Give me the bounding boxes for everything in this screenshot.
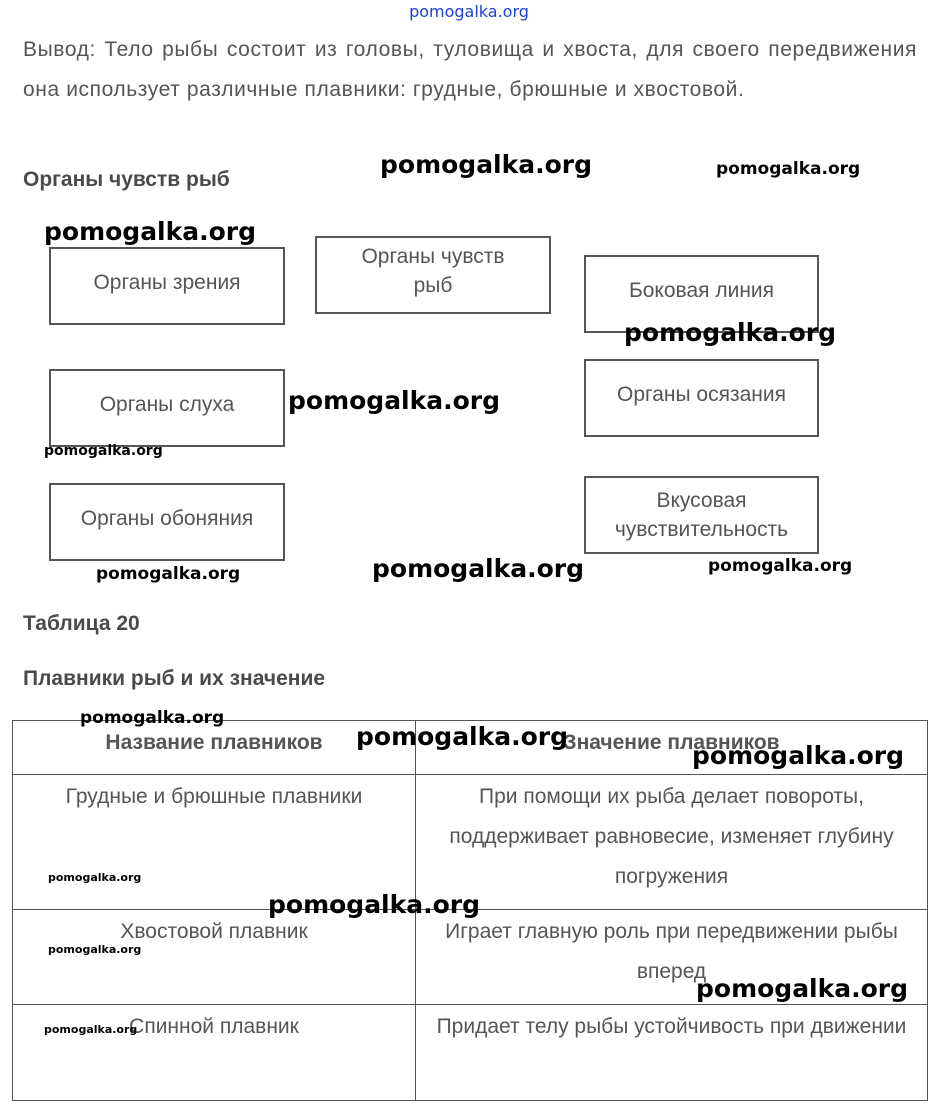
watermark: pomogalka.org	[44, 217, 257, 246]
watermark: pomogalka.org	[288, 386, 501, 415]
watermark: pomogalka.org	[44, 443, 163, 459]
table-label: Таблица 20	[23, 612, 140, 635]
senses-heading: Органы чувств рыб	[23, 168, 230, 191]
watermark: pomogalka.org	[356, 722, 569, 751]
table-row	[13, 1005, 928, 1101]
watermark: pomogalka.org	[624, 318, 837, 347]
watermark: pomogalka.org	[268, 890, 481, 919]
sense-box-center: Органы чувств рыб	[315, 236, 551, 314]
sense-box-taste: Вкусовая чувствительность	[584, 476, 819, 554]
watermark: pomogalka.org	[96, 564, 241, 584]
watermark: pomogalka.org	[80, 708, 225, 728]
table-cell: Грудные и брюшные плавники	[13, 775, 416, 910]
watermark: pomogalka.org	[48, 871, 142, 884]
watermark: pomogalka.org	[708, 556, 853, 576]
conclusion-paragraph: Вывод: Тело рыбы состоит из головы, туловища и хвоста, для своего передвижения она использует различные плавники: грудные, брюшные и хвостовой.	[23, 38, 917, 101]
table-header-cell: Значение плавников	[416, 721, 928, 775]
sense-box-hearing: Органы слуха	[49, 369, 285, 447]
watermark: pomogalka.org	[692, 741, 905, 770]
sense-box-smell: Органы обоняния	[49, 483, 285, 561]
watermark: pomogalka.org	[716, 159, 861, 179]
watermark: pomogalka.org	[696, 974, 909, 1003]
watermark: pomogalka.org	[48, 943, 142, 956]
table-cell: Играет главную роль при передвижении рыбы вперед	[416, 910, 928, 1005]
watermark: pomogalka.org	[380, 150, 593, 179]
table-cell: Спинной плавник	[13, 1005, 416, 1101]
sense-box-touch: Органы осязания	[584, 359, 819, 437]
site-mark: pomogalka.org	[409, 2, 529, 21]
table-cell: Хвостовой плавник	[13, 910, 416, 1005]
watermark: pomogalka.org	[44, 1023, 138, 1036]
table-cell: Придает телу рыбы устойчивость при движении	[416, 1005, 928, 1101]
table-header-cell: Название плавников	[13, 721, 416, 775]
sense-box-lateral-line: Боковая линия	[584, 255, 819, 333]
table-title: Плавники рыб и их значение	[23, 667, 326, 690]
watermark: pomogalka.org	[372, 554, 585, 583]
table-cell: При помощи их рыба делает повороты, поддерживает равновесие, изменяет глубину погружения	[416, 775, 928, 910]
sense-box-vision: Органы зрения	[49, 247, 285, 325]
